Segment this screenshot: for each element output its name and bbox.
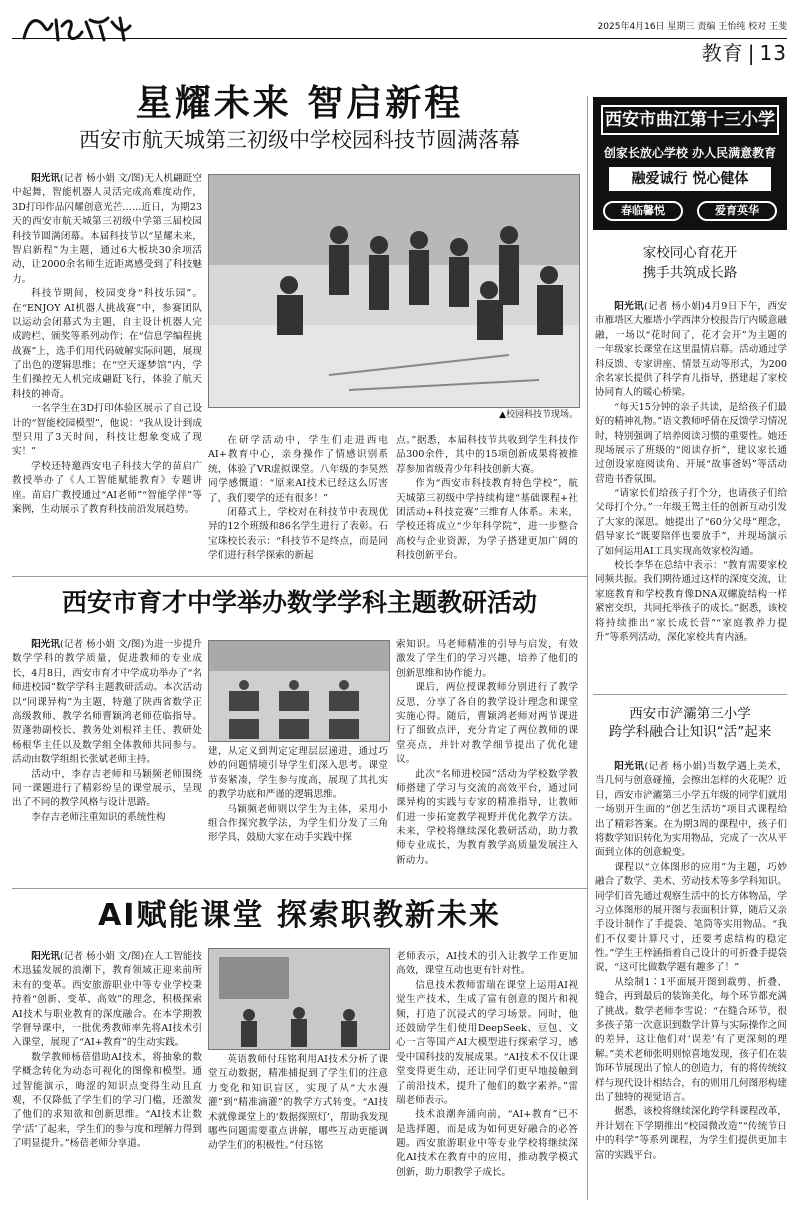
- article2-p1: 为进一步提升数学学科的教学质量，促进教师的专业成长，4月8日，西安市育才中学成功举办了“名师进校园”数学学科主题教研活动。本次活动以“同课异构”为主题，特邀了陕西省数学正高级教师、教学名师曹颖鸿老师莅临指导。贺蓬勃副校长、教务处刘根祥主任、教研处杨根华主任以及数学组全体教师共同参与。活动由数学组组长张斌老师主持。: [12, 639, 202, 766]
- masthead-logo: [20, 12, 150, 46]
- article4-p4: 校长李华在总结中表示：“教育需要家校同频共振。我们期待通过这样的深度交流，让家庭教育和学校教育像DNA双螺旋结构一样紧密交织，共同托举孩子的成长。”据悉，该校将持续推出“家长成长营”“家庭教养力提升”等系列活动，深化家校共育内涵。: [595, 560, 787, 643]
- article1-p7: 点。”据悉，本届科技节共收到学生科技作品300余件，其中的15项创新成果将被推荐参加省级青少年科技创新大赛。: [396, 435, 578, 475]
- article4-title-line1: 家校同心育花开: [642, 245, 738, 261]
- ad-school-name: 西安市曲江第十三小学: [601, 105, 779, 135]
- article3-p5: 信息技术教师雷瑞在课堂上运用AI视觉生产技术，生成了富有创意的图片和视频，打造了沉浸式的学习场景。同时，他还鼓励学生们使用DeepSeek、豆包、文心一言等国产AI大模型进行探索学习，感受中国科技的发展成果。“AI技术不仅让课堂变得更生动，还让同学们更早地接触到了前沿技术，提升了他们的数字素养。”雷瑞老师表示。: [396, 979, 578, 1106]
- article2-photo: [208, 640, 390, 742]
- article2-p2: 活动中，李存吉老师和马颖频老师围绕同一课题进行了精彩纷呈的课堂展示，呈现出了不同的教学风格与设计思路。: [12, 768, 202, 809]
- article3-col2: [208, 1053, 388, 1199]
- article2-p7: 课后，两位授课教师分别进行了教学反思，分享了各自的教学设计理念和课堂实施心得。随后，曹颖鸿老师对两节课进行了细致点评，充分肯定了两位教师的课堂亮点，并针对教学细节提出了优化建议。: [396, 682, 578, 766]
- ad-pill-left: 春临馨悦: [603, 201, 683, 221]
- article1-title: 星耀未来 智启新程: [135, 83, 464, 124]
- article3-byline: 阳光讯: [31, 951, 61, 962]
- article4-p3: “请家长们给孩子打个分，也请孩子们给父母打个分。”一年级王鸳主任的创新互动引发了大家的深思。她提出了“60分父母”理念，倡导家长“既要陪伴也要放手”，并现场演示了如何运用AI工具实现高效家校沟通。: [595, 488, 787, 557]
- article5-p1: 当数学遇上美术，当几何与创意碰撞，会擦出怎样的火花呢？近日，西安市浐灞第三小学五年级的同学们就用一场别开生面的“创艺生活坊”项目式课程给出了精彩答案。在为期3周的课程中，孩子们将数学知识转化为实用物品，完成了一次从平面到立体的创意蜕变。: [595, 761, 787, 859]
- article4-title-line2: 携手共筑成长路: [642, 265, 738, 281]
- article1-p8: 作为“西安市科技教育特色学校”，航天城第三初级中学持续构建“基础课程+社团活动+科技竞赛”三维育人体系。未来，学校还将成立“少年科学院”，进一步整合高校与企业资源，为学子搭建更加广阔的科技创新平台。: [396, 478, 578, 562]
- article1-col3: [396, 434, 578, 566]
- article1-p1: 无人机翩跹空中起舞，智能机器人灵活完成高难度动作，3D打印作品闪耀创意光芒……近日，为期23天的西安市航天城第三初级中学第三届校园科技节圆满闭幕。本届科技节以“星耀未来，智启新程”为主题，通过6大板块30余项活动，让2000余名师生近距离感受到了科技魅力。: [12, 173, 202, 285]
- article5-title-line1: 西安市浐灞第三小学: [629, 706, 751, 722]
- issue-editor: 责编 王怡纯: [697, 22, 746, 32]
- article1-p3: 一名学生在3D打印体验区展示了自己设计的“智能校园模型”，他说：“我从设计到成型只用了3天时间，科技让想象变成了现实！”: [12, 403, 202, 458]
- article4-p1: 4月9日下午，西安市雁塔区大雁塔小学西津分校报告厅内暖意融融，一场以“花时间了，花才会开”为主题的一年级家长课堂在这里温情启幕。活动通过学科反馈、专家讲座、情景互动等形式，为200余名家长提供了科学育儿指导，搭建起了家校协同育人的暖心桥梁。: [595, 301, 787, 399]
- ad-pill-right: 爱育英华: [697, 201, 777, 221]
- article4-byline: 阳光讯: [614, 301, 644, 312]
- ad-slogan: 创家长放心学校 办人民满意教育: [603, 146, 777, 160]
- divider: [12, 576, 587, 577]
- article1-photo: [208, 174, 580, 408]
- article4-p2: “每天15分钟的亲子共读，是给孩子们最好的精神礼物。”语文教师呼倩在反馈学习情况时，特别强调了培养阅读习惯的重要性。她还现场展示了班级的“阅读存折”，建议家长通过创设家庭阅读角、开展“故事爸妈”等活动营造书香氛围。: [595, 401, 787, 485]
- article3-photo: [208, 948, 390, 1050]
- article5-byline: 阳光讯: [614, 761, 645, 772]
- article1-p5: 在研学活动中，学生们走进西电AI+教育中心，亲身操作了情感识别系统，体验了VR虚拟课堂。八年级的李昊然同学感慨道：“原来AI技术已经这么厉害了，我们要学的还有很多！”: [208, 435, 388, 504]
- page-number: 13: [759, 41, 787, 65]
- article3-p6: 技术浪潮奔涌向前，“AI+教育”已不是选择题，而是成为如何更好融合的必答题。西安旅游职业中等专业学校将继续深化AI技术在教育中的应用，推动教学模式创新，助力职教学子成长。: [396, 1109, 578, 1178]
- article3-p3: 英语教师付珏铭利用AI技术分析了课堂互动数据，精准捕捉到了学生们的注意力变化和知识盲区，实现了从“大水漫灌”到“精准滴灌”的教学方式转变。“AI技术就像课堂上的‘数据探照灯’，帮助我发现哪些问题需要重点讲解，哪些互动更能调动学生们的积极性。”付珏铭: [208, 1054, 388, 1152]
- article5-body: [595, 760, 787, 1200]
- article2-col2: [208, 745, 388, 879]
- article4-byline-note: (记者 杨小娟): [644, 301, 705, 312]
- section-label: 教育 | 13: [701, 41, 787, 65]
- article3-p2: 数学教师杨蓓借助AI技术，将抽象的数学概念转化为动态可视化的图像和模型。通过智能演示，晦涩的知识点变得生动且直观，不仅降低了学生们的学习门槛，还激发了他们的求知欲和创新思维。“AI技术让数学‘活’了起来，学生们的参与度和理解力得到了明显提升。”杨蓓老师分享道。: [12, 1051, 202, 1150]
- article1-subtitle: 西安市航天城第三初级中学校园科技节圆满落幕: [79, 128, 520, 152]
- article1-col2: [208, 434, 388, 566]
- divider: [593, 694, 787, 695]
- article5-byline-note: (记者 杨小娟): [644, 761, 707, 772]
- article1-p6: 闭幕式上，学校对在科技节中表现优异的12个班级和86名学生进行了表彰。石宝珠校长表示：“科技节不是终点，而是同学们进行科学探索的新起: [208, 506, 388, 562]
- article3-byline-note: (记者 杨小娟 文/图): [60, 951, 145, 962]
- issue-meta: [598, 21, 787, 35]
- article2-col1: [12, 638, 202, 878]
- article2-p5: 马颖频老师则以学生为主体，采用小组合作探究教学法，为学生们分发了三角形学具，鼓励大家在动手实践中探: [208, 803, 388, 844]
- article2-p8: 此次“名师进校园”活动为学校数学教师搭建了学习与交流的高效平台，通过同课异构的实践与专家的精准指导，让教师们进一步拓宽教学视野并优化教学方法。未来，学校将继续深化教研活动，助力教师专业成长，为教育教学高质量发展注入新动力。: [396, 768, 578, 866]
- article3-col1: [12, 950, 202, 1200]
- article2-p3: 李存吉老师注重知识的系统性构: [31, 811, 166, 823]
- article3-p1: 在人工智能技术迅猛发展的浪潮下，教育领域正迎来前所未有的变革。西安旅游职业中等专业学校秉持着“创新、变革、高效”的理念，积极探索AI技术与职业教育的深度融合。在本学期教学督导课中，一批优秀教师率先将AI技术引入课堂，展现了“AI+教育”的生动实践。: [12, 951, 202, 1049]
- article3-title: AI赋能课堂 探索职教新未来: [98, 898, 501, 933]
- article1-photo-caption: ▲校园科技节现场。: [499, 410, 578, 420]
- article5-p4: 据悉，该校将继续深化跨学科课程改革，并计划在下学期推出“校园微改造”“传统节日中的科学”等系列课程，为学生们提供更加丰富的实践平台。: [595, 1106, 787, 1161]
- article3-col3: [396, 950, 578, 1200]
- article2-byline-note: (记者 杨小娟 文/图): [60, 639, 145, 650]
- article4-body: [595, 300, 787, 688]
- article1-p2: 科技节期间，校园变身“科技乐园”。在“ENJOY AI机器人挑战赛”中，参赛团队以运动会闭幕式为主题，自主设计机器人完成跨栏、颁奖等系列动作；在“信息学编程挑战赛”上，选手们用代码破解实际问题，展现了出色的逻辑思维；在“空天逐梦馆”内，学生们操控无人机完成翩跹飞行，体验了航天科技的神奇。: [12, 288, 202, 400]
- article2-col3: [396, 638, 578, 880]
- ad-motto: 融爱诚行 悦心健体: [609, 167, 771, 191]
- article1-col1: [12, 172, 202, 562]
- article2-byline: 阳光讯: [31, 639, 61, 650]
- article3-p4: 老师表示，AI技术的引入让教学工作更加高效，课堂互动也更有针对性。: [396, 951, 578, 977]
- divider: [12, 888, 587, 889]
- issue-date: 2025年4月16日 星期三: [597, 22, 695, 32]
- section-name: 教育: [701, 41, 744, 65]
- column-separator: [587, 96, 588, 1200]
- article2-p4: 建，从定义到判定定理层层递进，通过巧妙的问题情境引导学生们深入思考。课堂节奏紧凑，学生参与度高，展现了其扎实的教学功底和严谨的逻辑思维。: [208, 746, 388, 801]
- article5-title-line2: 跨学科融合让知识“活”起来: [608, 724, 772, 740]
- article5-p3: 从绘制1∶1平面展开图到裁剪、折叠、缝合，再到最后的装饰美化，每个环节都充满了挑战。数学老师李雪说：“在缝合环节，很多孩子第一次意识到数学计算与实际操作之间的差异，这让他们对‘误差’有了更深刻的理解。”美术老师张明则惊喜地发现，孩子们在装饰环节展现出了惊人的创造力，有的将传统纹样与现代设计相结合，有的则用几何图形构建出了独特的视觉语言。: [595, 976, 787, 1103]
- article1-byline: 阳光讯: [31, 173, 61, 184]
- article1-byline-note: (记者 杨小娟 文/图): [60, 173, 145, 184]
- header-rule: [12, 38, 787, 39]
- school-ad-box: [593, 97, 787, 230]
- article2-p6: 索知识。马老师精准的引导与启发，有效激发了学生们的学习兴趣，培养了他们的创新思维和协作能力。: [396, 639, 578, 679]
- article5-p2: 课程以“立体图形的应用”为主题，巧妙融合了数学、美术、劳动技术等多学科知识。同学们首先通过观察生活中的长方体物品，学习立体图形的展开图与表面积计算，随后又亲手设计制作了手提袋、笔筒等实用物品。“我们不仅要计算尺寸，还要考虑结构的稳定性。”学生王梓涵指着自己设计的可折叠手提袋说，“这可比做数学题有趣多了！”: [595, 861, 787, 974]
- article2-title: 西安市育才中学举办数学学科主题教研活动: [61, 588, 537, 617]
- article1-p4: 学校还特邀西安电子科技大学的苗启广教授举办了《人工智能赋能教育》专题讲座。苗启广教授通过“AI老师”“智能学伴”等案例，生动展示了教育科技前沿发展趋势。: [12, 460, 202, 515]
- issue-proofreader: 校对 王斐: [748, 22, 787, 32]
